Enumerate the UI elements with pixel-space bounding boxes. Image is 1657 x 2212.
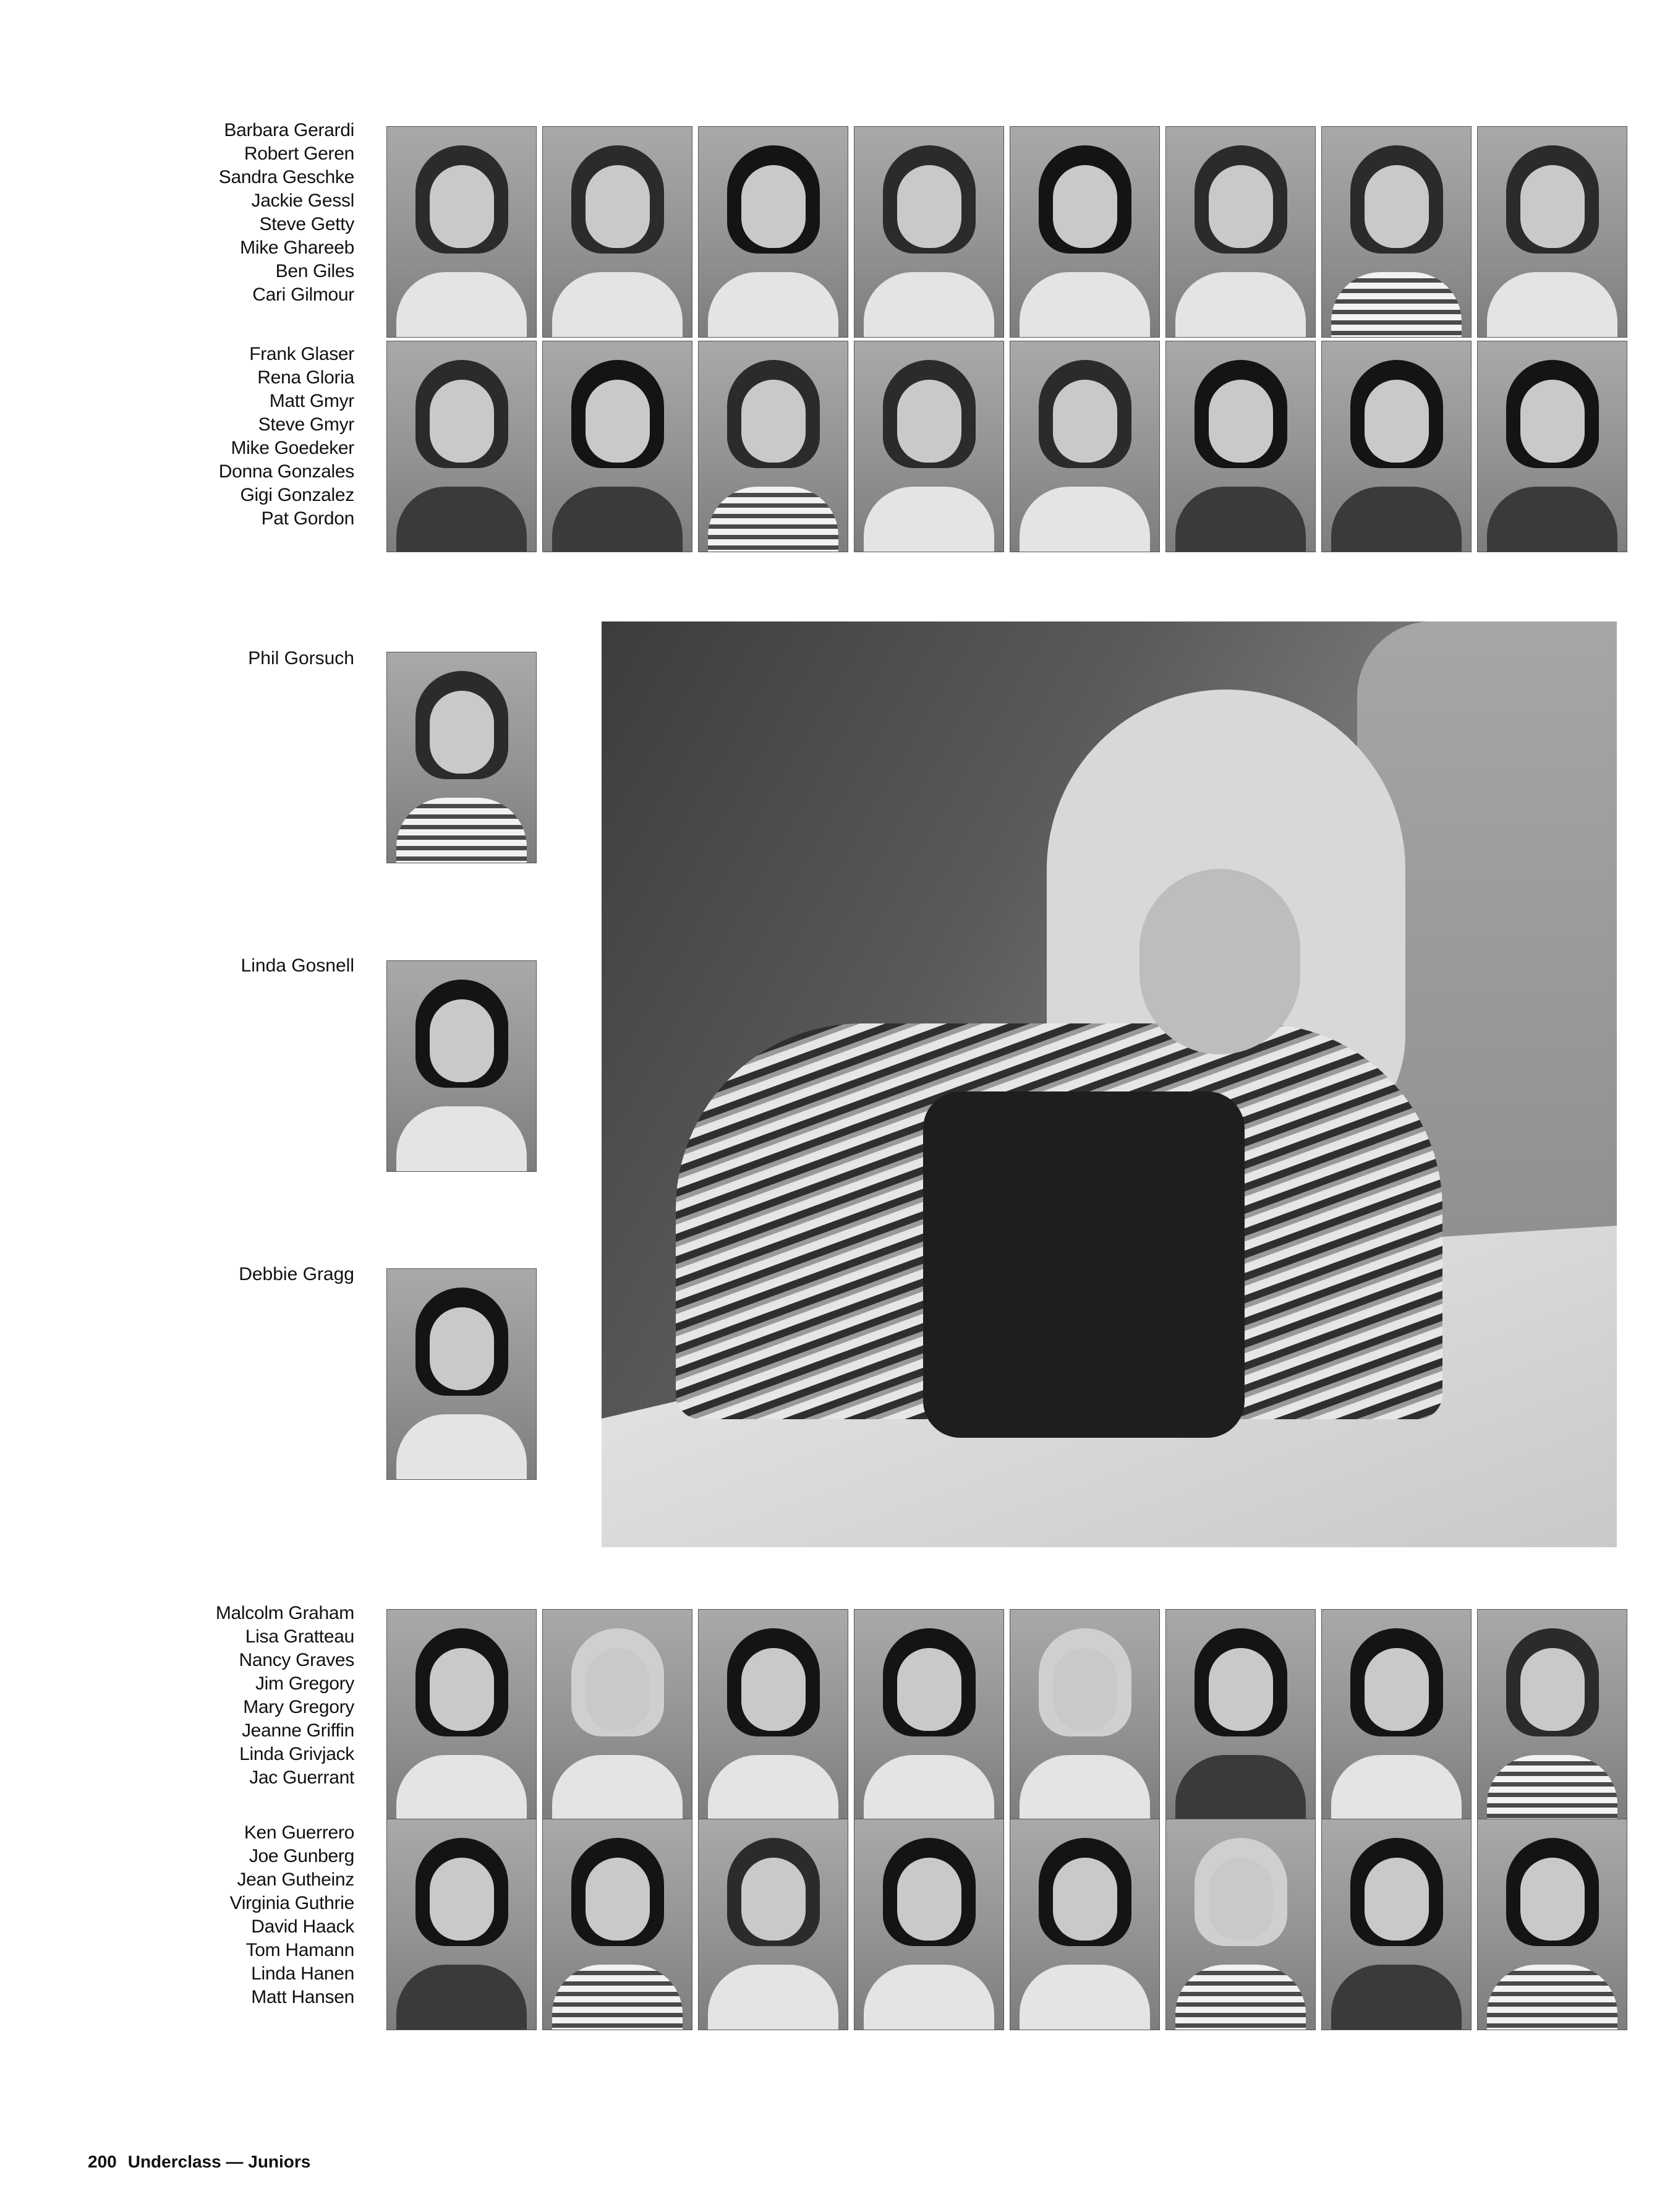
page-number: 200 (88, 2152, 117, 2171)
portrait-photo (386, 126, 537, 338)
student-name: Phil Gorsuch (248, 648, 354, 668)
portrait-photo (1010, 341, 1160, 552)
student-name: Barbara Gerardi (224, 120, 354, 140)
portrait-photo (854, 126, 1004, 338)
portrait-photo (1477, 1819, 1627, 2030)
student-name: Robert Geren (244, 143, 354, 164)
student-name: Cari Gilmour (252, 284, 354, 305)
portrait-photo (698, 1819, 848, 2030)
student-name: Matt Hansen (251, 1987, 354, 2007)
portrait-photo (1321, 341, 1472, 552)
student-name: Mary Gregory (243, 1697, 354, 1717)
portrait-photo (1477, 341, 1627, 552)
portrait-photo (1165, 1609, 1316, 1821)
student-name: David Haack (251, 1916, 354, 1937)
student-name: Nancy Graves (239, 1650, 354, 1670)
student-name: Gigi Gonzalez (240, 485, 354, 505)
student-name: Jean Gutheinz (237, 1869, 354, 1890)
student-name: Virginia Guthrie (229, 1893, 354, 1913)
student-name: Malcolm Graham (215, 1603, 354, 1623)
portrait-photo (1321, 1819, 1472, 2030)
portrait-photo (1010, 1609, 1160, 1821)
candid-photo (602, 621, 1617, 1547)
portrait-row-4 (386, 1819, 1633, 2030)
student-name: Pat Gordon (261, 508, 354, 529)
student-name: Linda Gosnell (241, 955, 354, 976)
portrait-photo (1477, 1609, 1627, 1821)
portrait-row-3 (386, 1609, 1633, 1821)
student-name: Sandra Geschke (218, 167, 354, 187)
portrait-photo (386, 341, 537, 552)
student-name: Linda Grivjack (239, 1744, 354, 1764)
portrait-photo (1321, 1609, 1472, 1821)
portrait-photo (386, 960, 537, 1172)
name-list-row-1 (219, 119, 354, 307)
section-title: Underclass — Juniors (127, 2152, 311, 2171)
student-name: Donna Gonzales (218, 461, 354, 482)
student-name: Linda Hanen (251, 1963, 354, 1984)
portrait-photo (542, 126, 692, 338)
student-name: Mike Goedeker (231, 438, 354, 458)
student-name: Jim Gregory (255, 1673, 354, 1694)
student-name: Lisa Gratteau (245, 1626, 354, 1647)
portrait-row-2 (386, 341, 1633, 552)
portrait-photo (1165, 1819, 1316, 2030)
portrait-photo (386, 1268, 537, 1480)
portrait-photo (542, 341, 692, 552)
student-name: Debbie Gragg (239, 1264, 354, 1284)
student-name: Jac Guerrant (249, 1767, 354, 1788)
portrait-photo (386, 652, 537, 863)
student-name: Jeanne Griffin (241, 1720, 354, 1741)
student-name: Mike Ghareeb (240, 237, 354, 258)
portrait-photo (1010, 126, 1160, 338)
portrait-photo (1321, 126, 1472, 338)
student-name: Ken Guerrero (244, 1822, 354, 1843)
student-name: Matt Gmyr (269, 391, 354, 411)
portrait-photo (698, 1609, 848, 1821)
portrait-photo (698, 341, 848, 552)
portrait-photo (1165, 341, 1316, 552)
name-list-row-2 (219, 343, 354, 531)
student-name: Rena Gloria (257, 367, 354, 388)
portrait-photo (854, 341, 1004, 552)
student-name: Ben Giles (275, 261, 354, 281)
portrait-photo (698, 126, 848, 338)
portrait-photo (1477, 126, 1627, 338)
student-name: Steve Gmyr (258, 414, 354, 435)
student-name: Joe Gunberg (249, 1846, 354, 1866)
portrait-photo (1010, 1819, 1160, 2030)
name-list-row-3 (216, 1602, 354, 1790)
portrait-photo (542, 1609, 692, 1821)
portrait-row-1 (386, 126, 1633, 338)
student-name: Tom Hamann (245, 1940, 354, 1960)
portrait-photo (386, 1609, 537, 1821)
portrait-photo (854, 1609, 1004, 1821)
student-name: Jackie Gessl (251, 190, 354, 211)
page-footer (88, 2152, 310, 2172)
portrait-photo (386, 1819, 537, 2030)
student-name: Steve Getty (259, 214, 354, 234)
portrait-photo (854, 1819, 1004, 2030)
portrait-photo (1165, 126, 1316, 338)
name-list-row-4 (230, 1821, 354, 2009)
portrait-photo (542, 1819, 692, 2030)
student-name: Frank Glaser (249, 344, 354, 364)
